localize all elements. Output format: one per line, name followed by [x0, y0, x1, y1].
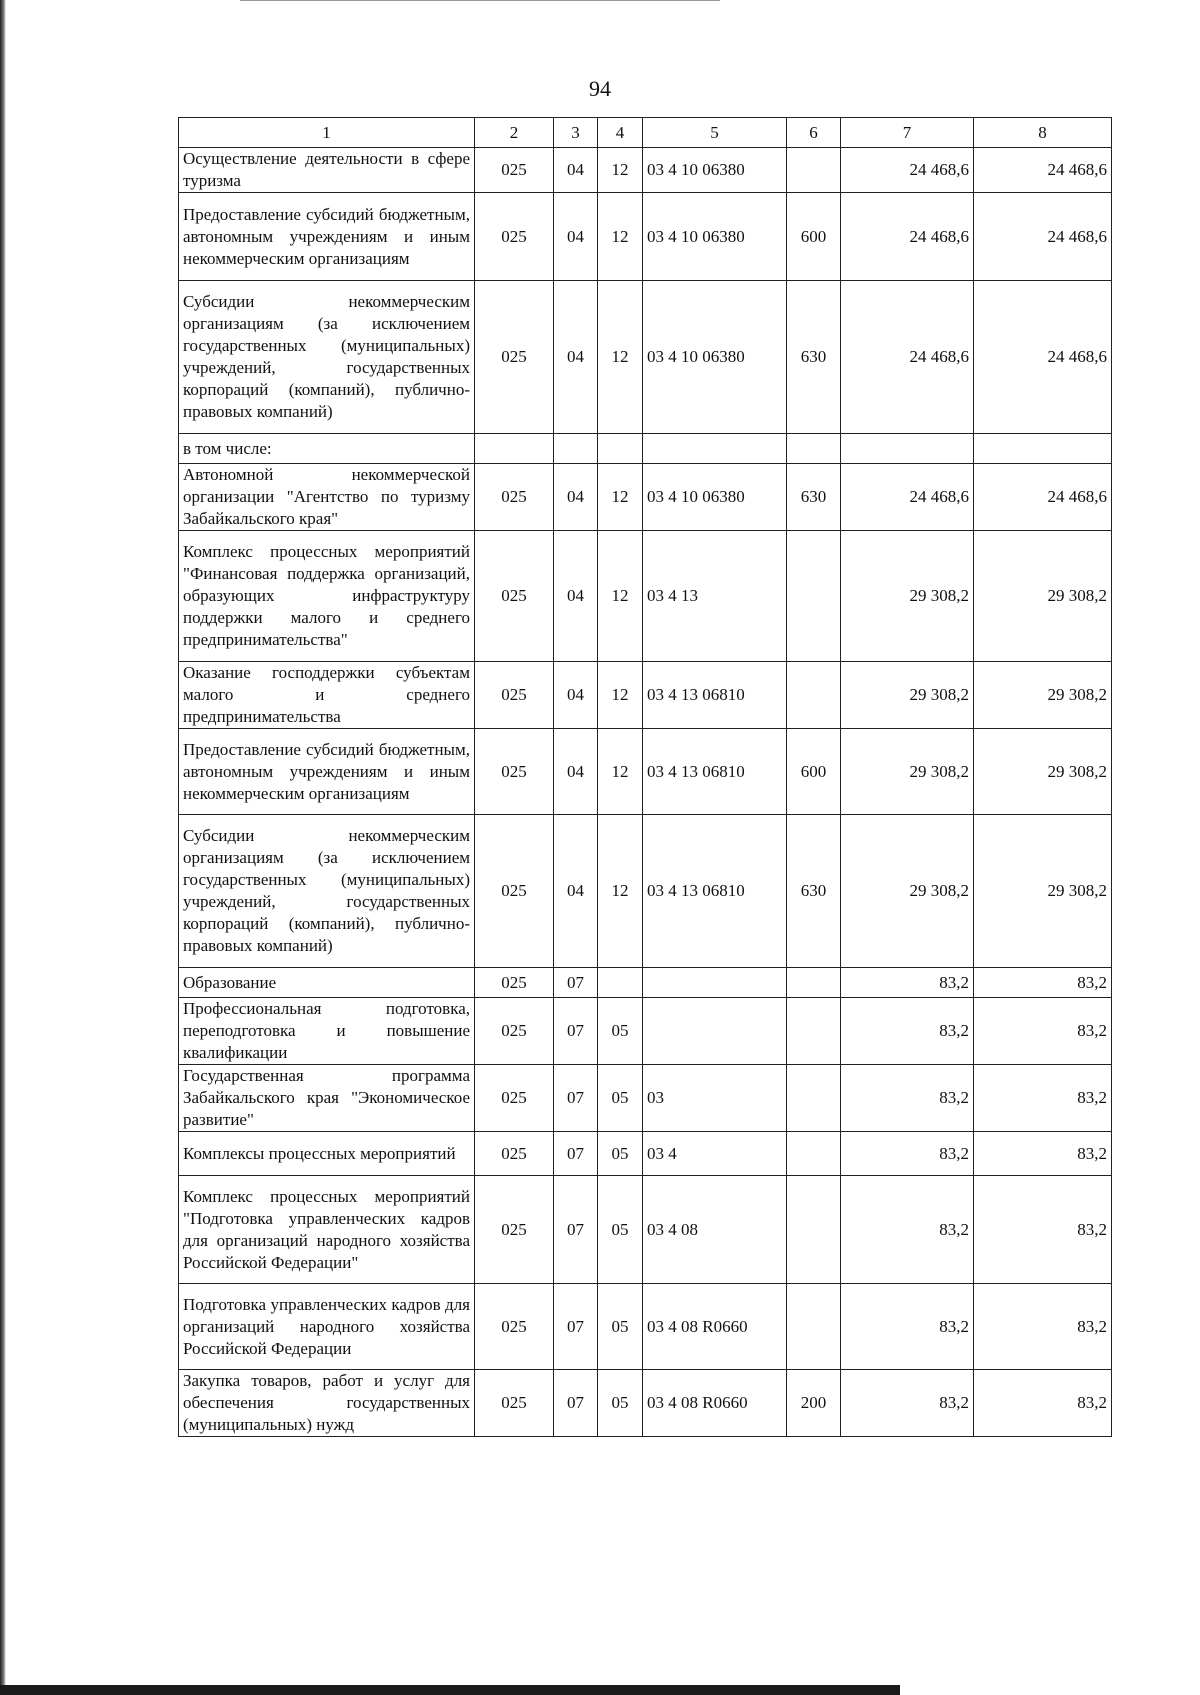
- row-col8-cell: 83,2: [974, 1065, 1112, 1132]
- row-col6-cell: [787, 998, 841, 1065]
- row-col5-cell: [643, 998, 787, 1065]
- row-col2-cell: 025: [475, 1284, 554, 1370]
- row-col6-cell: 630: [787, 281, 841, 434]
- row-col5-cell: 03 4 08 R0660: [643, 1284, 787, 1370]
- row-col8-cell: [974, 434, 1112, 464]
- table-row: [179, 1284, 1112, 1370]
- table-row: [179, 1132, 1112, 1176]
- row-col3-cell: 04: [554, 531, 598, 662]
- table-row: [179, 1176, 1112, 1284]
- row-col5-cell: 03 4 10 06380: [643, 281, 787, 434]
- row-col2-cell: [475, 434, 554, 464]
- row-col4-cell: 12: [598, 662, 643, 729]
- row-col8-cell: 83,2: [974, 998, 1112, 1065]
- row-col7-cell: 83,2: [841, 968, 974, 998]
- header-col-7: 7: [841, 118, 974, 148]
- row-col6-cell: [787, 968, 841, 998]
- row-col3-cell: 07: [554, 1065, 598, 1132]
- row-col4-cell: 12: [598, 148, 643, 193]
- row-name-cell: Профессиональная подготовка, переподготовка и повышение квалификации: [179, 998, 475, 1065]
- row-col4-cell: 05: [598, 998, 643, 1065]
- row-name-cell: Осуществление деятельности в сфере туризма: [179, 148, 475, 193]
- row-col8-cell: 29 308,2: [974, 531, 1112, 662]
- row-name-cell: Подготовка управленческих кадров для организаций народного хозяйства Российской Федерации: [179, 1284, 475, 1370]
- row-col2-cell: 025: [475, 1370, 554, 1437]
- row-col6-cell: [787, 1284, 841, 1370]
- row-col5-cell: 03 4 10 06380: [643, 148, 787, 193]
- row-col7-cell: 83,2: [841, 1132, 974, 1176]
- row-col6-cell: [787, 1065, 841, 1132]
- row-col4-cell: 05: [598, 1370, 643, 1437]
- row-col2-cell: 025: [475, 729, 554, 815]
- row-col4-cell: 05: [598, 1132, 643, 1176]
- table-row: [179, 193, 1112, 281]
- header-col-2: 2: [475, 118, 554, 148]
- row-col5-cell: 03 4 13: [643, 531, 787, 662]
- row-col4-cell: [598, 434, 643, 464]
- row-name-cell: Образование: [179, 968, 475, 998]
- table-row: [179, 729, 1112, 815]
- row-col7-cell: 83,2: [841, 1065, 974, 1132]
- row-col4-cell: [598, 968, 643, 998]
- row-col7-cell: 83,2: [841, 1176, 974, 1284]
- row-col7-cell: 83,2: [841, 1284, 974, 1370]
- row-col6-cell: [787, 1132, 841, 1176]
- row-col5-cell: 03 4 08: [643, 1176, 787, 1284]
- row-col2-cell: 025: [475, 281, 554, 434]
- scan-edge-left: [0, 0, 6, 1695]
- row-name-cell: Комплекс процессных мероприятий "Подготовка управленческих кадров для организаций народного хозяйства Российской Федерации": [179, 1176, 475, 1284]
- row-col5-cell: 03 4 13 06810: [643, 729, 787, 815]
- row-col3-cell: 07: [554, 968, 598, 998]
- row-name-cell: Закупка товаров, работ и услуг для обеспечения государственных (муниципальных) нужд: [179, 1370, 475, 1437]
- row-name-cell: Государственная программа Забайкальского края "Экономическое развитие": [179, 1065, 475, 1132]
- row-col6-cell: [787, 148, 841, 193]
- row-col6-cell: 200: [787, 1370, 841, 1437]
- row-name-cell: Субсидии некоммерческим организациям (за исключением государственных (муниципальных) учреждений, государственных корпораций (компаний), публично-правовых компаний): [179, 281, 475, 434]
- row-col2-cell: 025: [475, 1176, 554, 1284]
- row-col4-cell: 05: [598, 1176, 643, 1284]
- row-col8-cell: 83,2: [974, 1370, 1112, 1437]
- table-row: [179, 998, 1112, 1065]
- header-row: [179, 118, 1112, 148]
- scan-edge-bottom: [0, 1685, 900, 1695]
- row-name-cell: Комплексы процессных мероприятий: [179, 1132, 475, 1176]
- row-name-cell: в том числе:: [179, 434, 475, 464]
- row-col7-cell: 24 468,6: [841, 464, 974, 531]
- row-col3-cell: 07: [554, 1132, 598, 1176]
- row-col4-cell: 05: [598, 1284, 643, 1370]
- row-col5-cell: 03 4 13 06810: [643, 662, 787, 729]
- row-col8-cell: 24 468,6: [974, 464, 1112, 531]
- row-name-cell: Автономной некоммерческой организации "Агентство по туризму Забайкальского края": [179, 464, 475, 531]
- row-col2-cell: 025: [475, 193, 554, 281]
- row-col2-cell: 025: [475, 1132, 554, 1176]
- row-col7-cell: [841, 434, 974, 464]
- row-col5-cell: 03 4: [643, 1132, 787, 1176]
- row-col5-cell: 03 4 10 06380: [643, 193, 787, 281]
- row-col8-cell: 24 468,6: [974, 193, 1112, 281]
- budget-table: [178, 117, 1112, 1437]
- row-col3-cell: 07: [554, 1370, 598, 1437]
- row-col8-cell: 24 468,6: [974, 148, 1112, 193]
- row-col3-cell: 04: [554, 193, 598, 281]
- header-col-8: 8: [974, 118, 1112, 148]
- table-row: [179, 531, 1112, 662]
- row-col8-cell: 83,2: [974, 1176, 1112, 1284]
- header-col-1: 1: [179, 118, 475, 148]
- row-col4-cell: 12: [598, 815, 643, 968]
- row-col3-cell: 04: [554, 729, 598, 815]
- row-col3-cell: 04: [554, 815, 598, 968]
- row-col2-cell: 025: [475, 998, 554, 1065]
- row-col6-cell: [787, 434, 841, 464]
- table-row: [179, 1370, 1112, 1437]
- table-row: [179, 281, 1112, 434]
- row-col4-cell: 12: [598, 729, 643, 815]
- row-col2-cell: 025: [475, 148, 554, 193]
- row-col8-cell: 24 468,6: [974, 281, 1112, 434]
- row-col2-cell: 025: [475, 662, 554, 729]
- row-col4-cell: 12: [598, 531, 643, 662]
- table-row: [179, 662, 1112, 729]
- row-col5-cell: [643, 968, 787, 998]
- header-col-3: 3: [554, 118, 598, 148]
- row-col7-cell: 83,2: [841, 998, 974, 1065]
- row-col7-cell: 24 468,6: [841, 148, 974, 193]
- row-col5-cell: 03: [643, 1065, 787, 1132]
- row-col3-cell: 07: [554, 998, 598, 1065]
- row-col8-cell: 83,2: [974, 1132, 1112, 1176]
- row-col3-cell: 07: [554, 1176, 598, 1284]
- row-col6-cell: [787, 662, 841, 729]
- row-name-cell: Субсидии некоммерческим организациям (за исключением государственных (муниципальных) учреждений, государственных корпораций (компаний), публично-правовых компаний): [179, 815, 475, 968]
- row-col2-cell: 025: [475, 531, 554, 662]
- row-col7-cell: 24 468,6: [841, 193, 974, 281]
- row-col6-cell: [787, 531, 841, 662]
- row-col3-cell: 04: [554, 281, 598, 434]
- table-row: [179, 815, 1112, 968]
- row-col6-cell: [787, 1176, 841, 1284]
- row-col2-cell: 025: [475, 1065, 554, 1132]
- row-col6-cell: 600: [787, 193, 841, 281]
- row-col6-cell: 630: [787, 464, 841, 531]
- row-col7-cell: 24 468,6: [841, 281, 974, 434]
- header-col-6: 6: [787, 118, 841, 148]
- row-name-cell: Предоставление субсидий бюджетным, автономным учреждениям и иным некоммерческим организациям: [179, 193, 475, 281]
- row-col5-cell: 03 4 08 R0660: [643, 1370, 787, 1437]
- row-col6-cell: 630: [787, 815, 841, 968]
- row-col5-cell: [643, 434, 787, 464]
- table-row: [179, 464, 1112, 531]
- row-col3-cell: [554, 434, 598, 464]
- row-col7-cell: 83,2: [841, 1370, 974, 1437]
- row-col3-cell: 04: [554, 148, 598, 193]
- row-name-cell: Оказание господдержки субъектам малого и среднего предпринимательства: [179, 662, 475, 729]
- table-row: [179, 1065, 1112, 1132]
- row-col3-cell: 07: [554, 1284, 598, 1370]
- page-number: 94: [589, 76, 611, 101]
- scan-line-top: [240, 0, 720, 1]
- row-col8-cell: 29 308,2: [974, 815, 1112, 968]
- row-col5-cell: 03 4 13 06810: [643, 815, 787, 968]
- row-col8-cell: 83,2: [974, 968, 1112, 998]
- row-col8-cell: 29 308,2: [974, 662, 1112, 729]
- header-col-4: 4: [598, 118, 643, 148]
- row-col4-cell: 12: [598, 281, 643, 434]
- row-col4-cell: 12: [598, 193, 643, 281]
- row-col5-cell: 03 4 10 06380: [643, 464, 787, 531]
- row-col3-cell: 04: [554, 464, 598, 531]
- row-name-cell: Комплекс процессных мероприятий "Финансовая поддержка организаций, образующих инфраструктуру поддержки малого и среднего предпринимательства": [179, 531, 475, 662]
- table-body: [179, 148, 1112, 1437]
- row-col7-cell: 29 308,2: [841, 662, 974, 729]
- row-name-cell: Предоставление субсидий бюджетным, автономным учреждениям и иным некоммерческим организациям: [179, 729, 475, 815]
- row-col2-cell: 025: [475, 464, 554, 531]
- row-col7-cell: 29 308,2: [841, 815, 974, 968]
- table-row: [179, 968, 1112, 998]
- table-row: [179, 434, 1112, 464]
- row-col2-cell: 025: [475, 815, 554, 968]
- row-col8-cell: 83,2: [974, 1284, 1112, 1370]
- row-col7-cell: 29 308,2: [841, 729, 974, 815]
- row-col6-cell: 600: [787, 729, 841, 815]
- row-col2-cell: 025: [475, 968, 554, 998]
- row-col7-cell: 29 308,2: [841, 531, 974, 662]
- table-row: [179, 148, 1112, 193]
- row-col4-cell: 12: [598, 464, 643, 531]
- row-col8-cell: 29 308,2: [974, 729, 1112, 815]
- row-col4-cell: 05: [598, 1065, 643, 1132]
- row-col3-cell: 04: [554, 662, 598, 729]
- header-col-5: 5: [643, 118, 787, 148]
